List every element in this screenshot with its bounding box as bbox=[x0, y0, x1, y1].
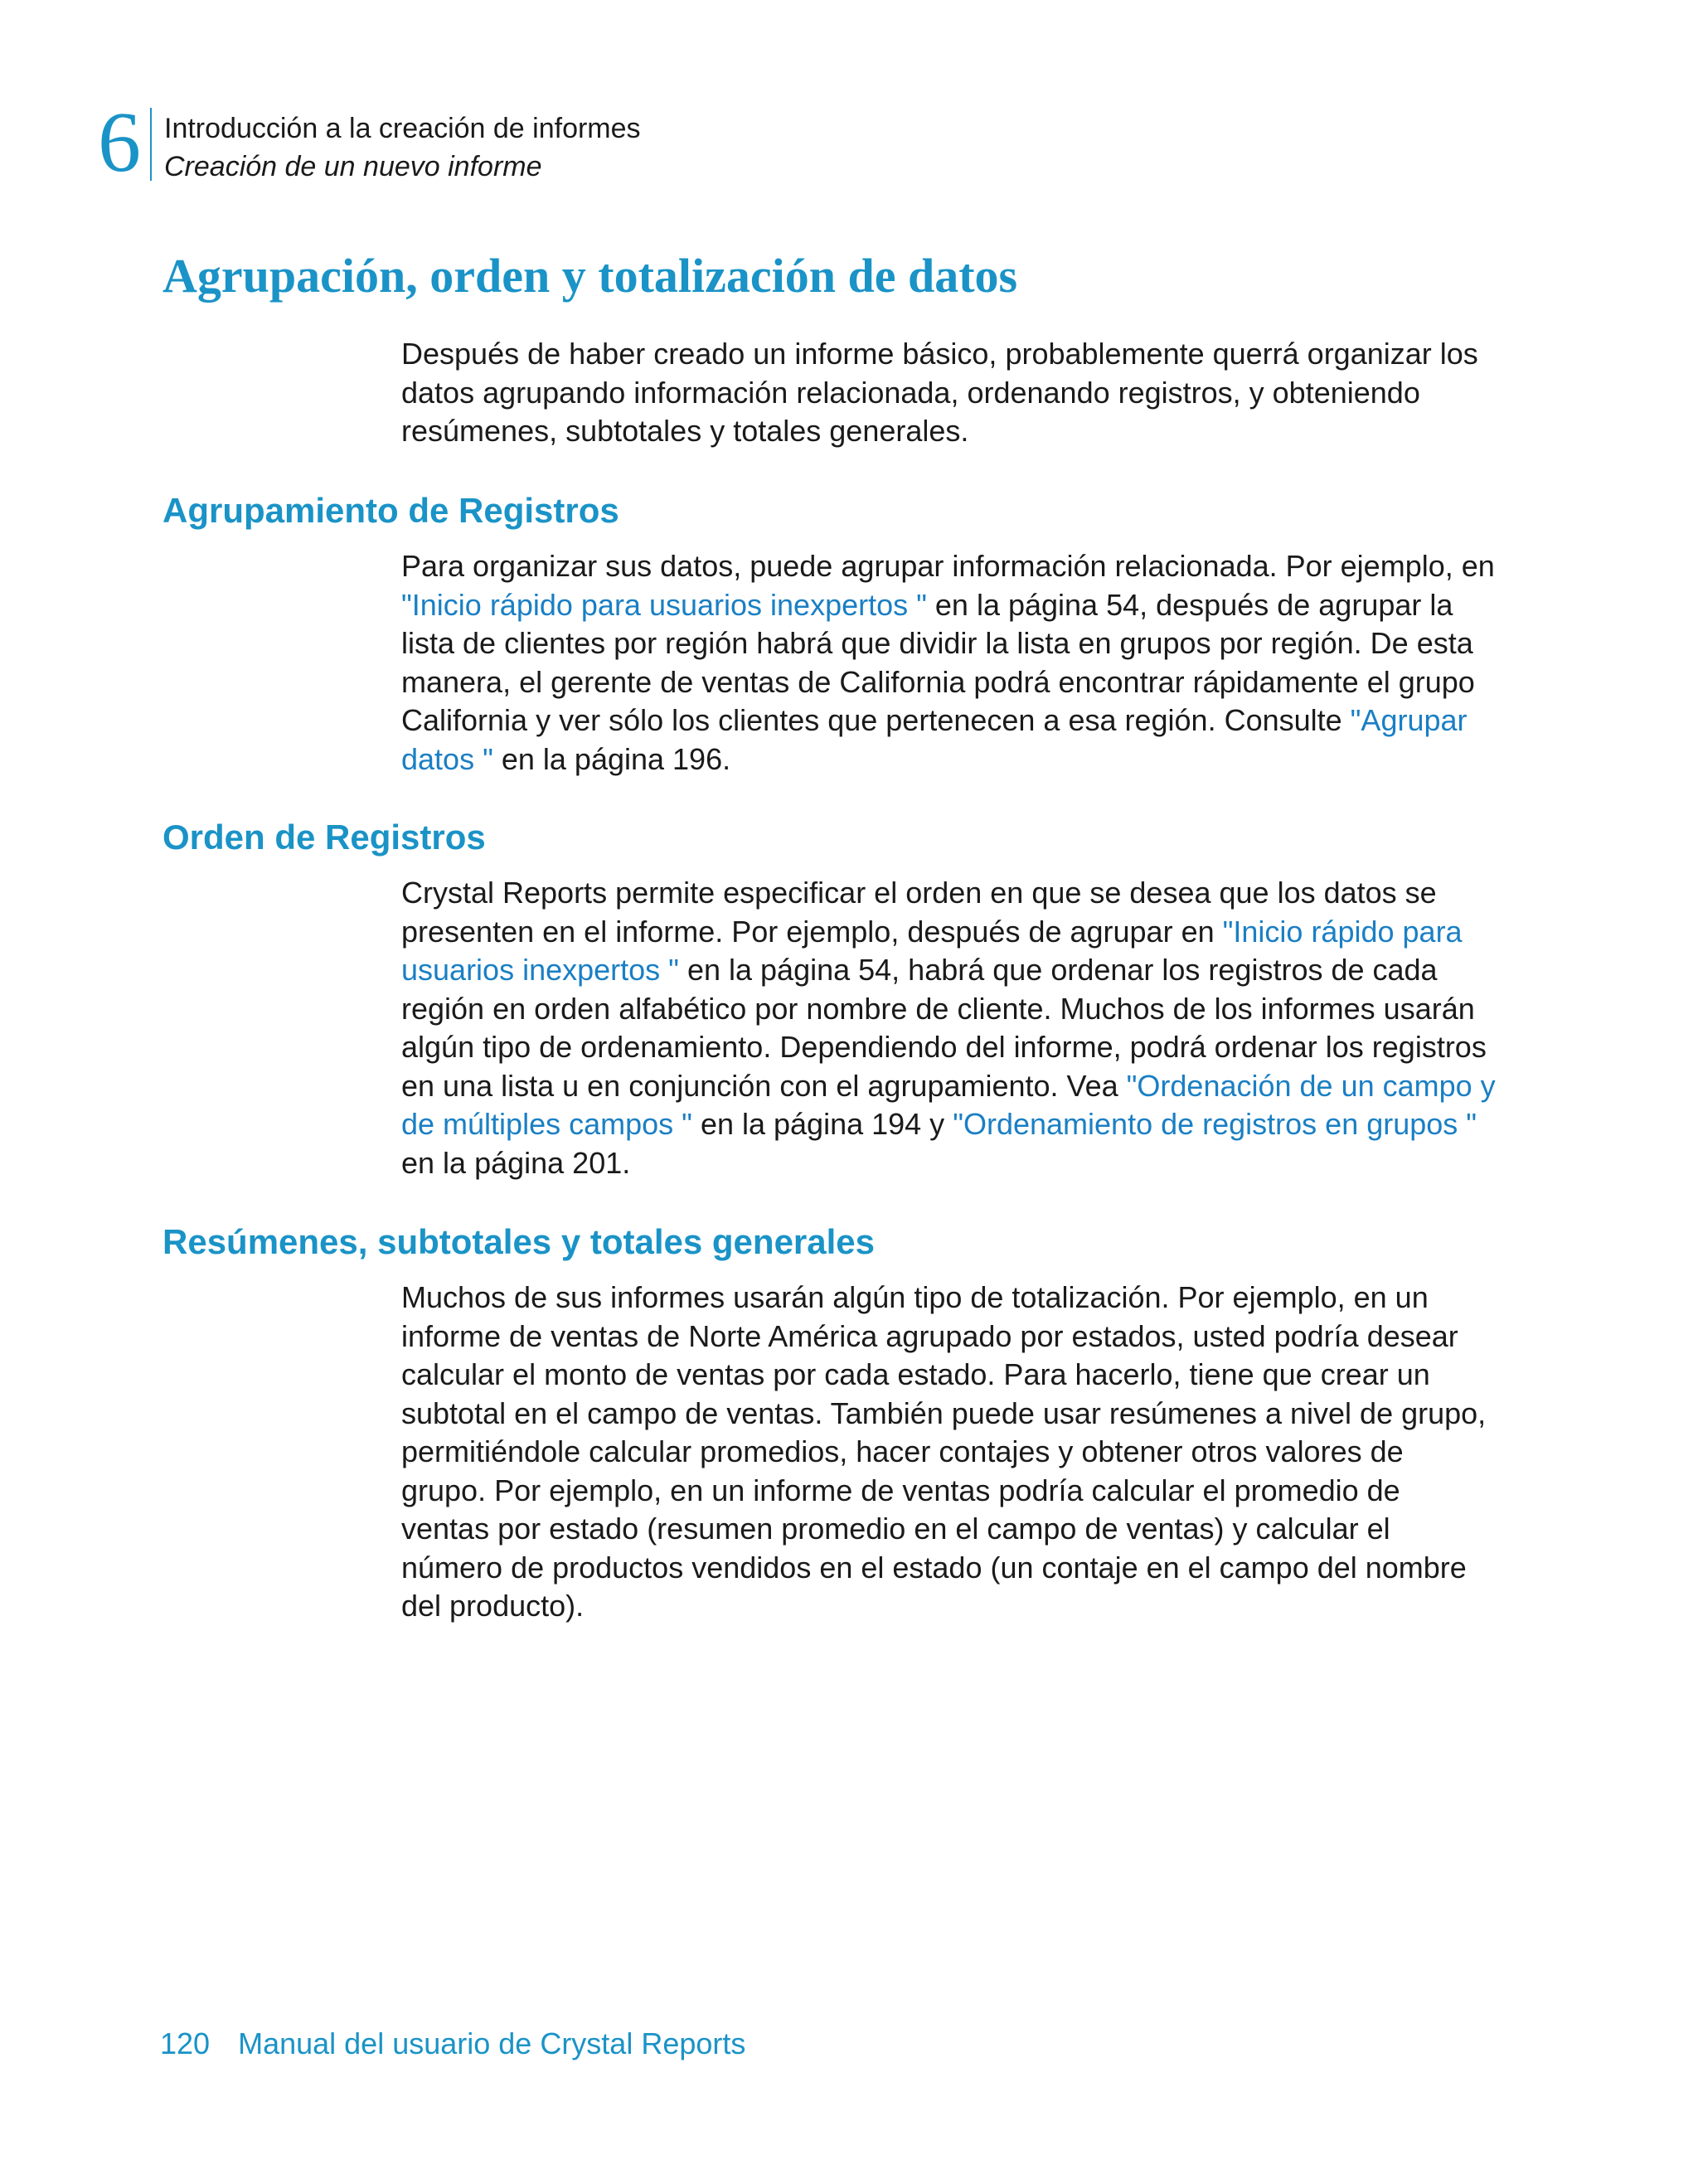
text-run: en la página 196. bbox=[492, 741, 731, 776]
heading-agrupamiento: Agrupamiento de Registros bbox=[163, 491, 619, 530]
page-footer bbox=[160, 2025, 745, 2063]
text-run: en la página 201. bbox=[401, 1145, 631, 1180]
text-run: en la página 54, después de agrupar la lista de clientes por región habrá que dividir la lista en grupos por región. De esta manera, el gerente de ventas de California podrá encontrar rápidamente el grupo California y ver sólo los clientes que pertenecen a esa región. Consulte bbox=[401, 587, 1475, 737]
paragraph-orden bbox=[401, 874, 1496, 1182]
heading-resumenes: Resúmenes, subtotales y totales generales bbox=[163, 1222, 876, 1261]
page-number: 120 bbox=[160, 2026, 211, 2060]
header-text bbox=[164, 109, 993, 186]
header-divider bbox=[150, 108, 152, 181]
section-subtitle: Creación de un nuevo informe bbox=[164, 151, 542, 182]
chapter-title: Introducción a la creación de informes bbox=[164, 113, 641, 144]
text-run: Crystal Reports permite especificar el orden en que se desea que los datos se presenten en el informe. Por ejemplo, después de agrupar en bbox=[401, 876, 1437, 949]
text-run: en la página 54, habrá que ordenar los registros de cada región en orden alfabético por nombre de cliente. Muchos de los informes usarán algún tipo de ordenamiento. Dependiendo del informe, podrá ordenar los registros en una lista u en conjunción con el agrupamiento. Vea bbox=[401, 953, 1487, 1103]
paragraph-resumenes: Muchos de sus informes usarán algún tipo de totalización. Por ejemplo, en un informe de ventas de Norte América agrupado por estados, usted podría desear calcular el monto de ventas por cada estado. Para hacerlo, tiene que crear un subtotal en el campo de ventas. También puede usar resúmenes a nivel de grupo, permitiéndole calcular promedios, hacer contajes y obtener otros valores de grupo. Por ejemplo, en un informe de ventas podría calcular el promedio de ventas por estado (resumen promedio en el campo de ventas) y calcular el número de productos vendidos en el estado (un contaje en el campo del nombre del producto). bbox=[401, 1280, 1487, 1623]
link-ordenacion-campos[interactable]: "Ordenación de un campo y de múltiples campos " bbox=[401, 1068, 1496, 1141]
page-title: Agrupación, orden y totalización de datos bbox=[163, 249, 1018, 303]
book-title: Manual del usuario de Crystal Reports bbox=[238, 2026, 746, 2060]
link-agrupar-datos[interactable]: "Agrupar datos " bbox=[401, 703, 1468, 776]
link-ordenamiento-grupos[interactable]: "Ordenamiento de registros en grupos " bbox=[953, 1107, 1477, 1141]
link-inicio-rapido[interactable]: "Inicio rápido para usuarios inexpertos " bbox=[401, 587, 927, 622]
chapter-number: 6 bbox=[98, 95, 141, 190]
text-run: en la página 194 y bbox=[691, 1107, 953, 1141]
link-inicio-rapido[interactable]: "Inicio rápido para usuarios inexpertos " bbox=[401, 914, 1463, 987]
paragraph-agrupamiento bbox=[401, 547, 1496, 779]
text-run: Para organizar sus datos, puede agrupar información relacionada. Por ejemplo, en bbox=[401, 549, 1495, 583]
intro-paragraph: Después de haber creado un informe básico, probablemente querrá organizar los datos agrupando información relacionada, ordenando registros, y obteniendo resúmenes, subtotales y totales generales. bbox=[401, 337, 1478, 448]
heading-orden: Orden de Registros bbox=[163, 818, 486, 857]
